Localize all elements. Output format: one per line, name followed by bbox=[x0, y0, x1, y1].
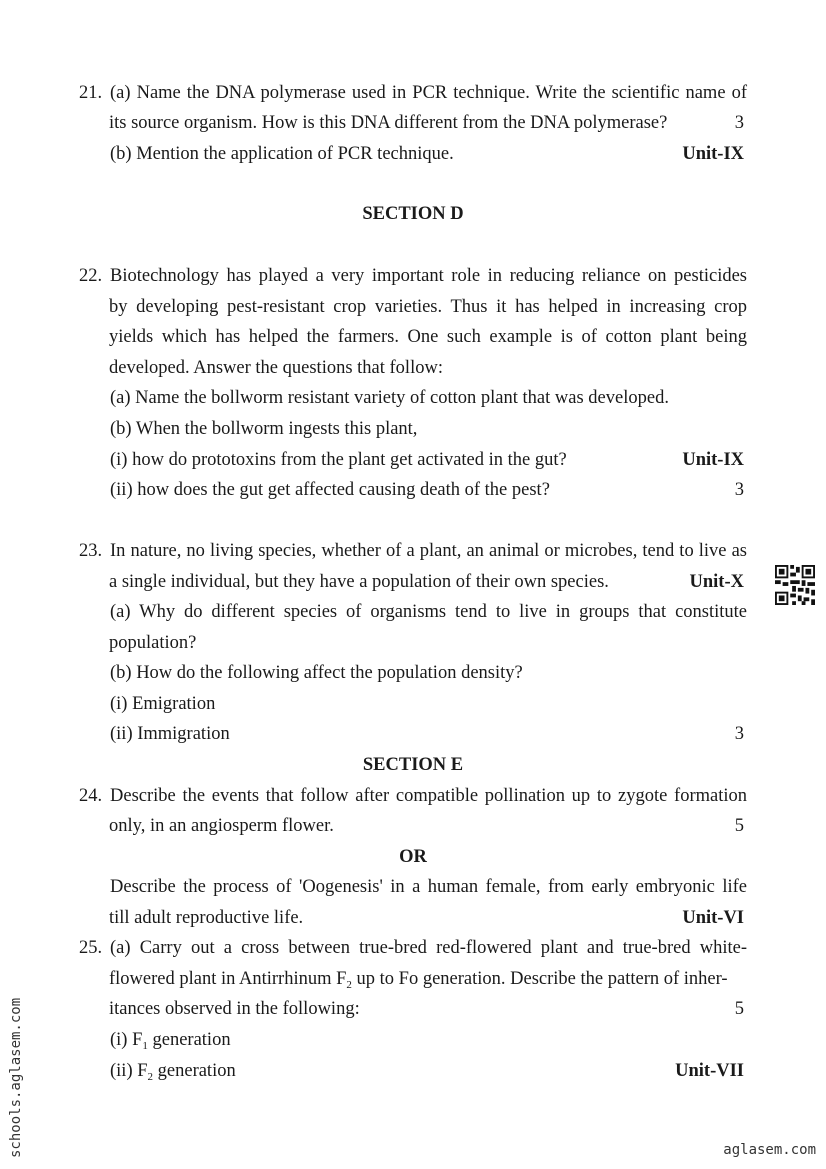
question-21-line-1: (a) Name the DNA polymerase used in PCR technique. Write the scientific name of bbox=[110, 83, 747, 103]
question-25-line-4-sub: 1 bbox=[142, 1040, 148, 1052]
footer-watermark: aglasem.com bbox=[723, 1142, 816, 1158]
question-25-line-2-b: up to Fo generation. Describe the pattern of inher- bbox=[351, 969, 728, 989]
question-21-number: 21. bbox=[79, 83, 103, 103]
question-21-unit: Unit-IX bbox=[682, 144, 744, 164]
question-23-line-4: population? bbox=[109, 633, 197, 653]
question-25-line-5-a: (ii) F bbox=[110, 1061, 148, 1081]
question-21-line-2: its source organism. How is this DNA different from the DNA polymerase? bbox=[109, 113, 668, 133]
question-25-line-4 bbox=[110, 1029, 231, 1051]
question-25-line-1: (a) Carry out a cross between true-bred red-flowered plant and true-bred white- bbox=[110, 938, 747, 958]
question-24-marks: 5 bbox=[734, 816, 744, 836]
question-23-line-5: (b) How do the following affect the population density? bbox=[110, 663, 523, 683]
question-23-line-2: a single individual, but they have a population of their own species. bbox=[109, 572, 609, 592]
question-23-line-7: (ii) Immigration bbox=[110, 724, 230, 744]
question-25-line-4-b: generation bbox=[147, 1030, 231, 1050]
question-25-line-3: itances observed in the following: bbox=[109, 999, 360, 1019]
question-23-number: 23. bbox=[79, 541, 103, 561]
question-22-line-6: (b) When the bollworm ingests this plant, bbox=[110, 419, 418, 439]
section-d-heading: SECTION D bbox=[362, 204, 464, 224]
question-21-marks: 3 bbox=[734, 113, 744, 133]
question-24-line-4: till adult reproductive life. bbox=[109, 908, 304, 928]
side-watermark: schools.aglasem.com bbox=[8, 997, 24, 1158]
question-23-marks: 3 bbox=[734, 724, 744, 744]
question-24-line-1: Describe the events that follow after compatible pollination up to zygote formation bbox=[110, 786, 747, 806]
question-22-line-5: (a) Name the bollworm resistant variety of cotton plant that was developed. bbox=[110, 388, 669, 408]
question-25-line-2-sub: 2 bbox=[346, 979, 352, 991]
question-25-line-5-sub: 2 bbox=[147, 1071, 154, 1083]
question-25-line-2-a: flowered plant in Antirrhinum F bbox=[109, 969, 347, 989]
question-23-line-3: (a) Why do different species of organisms tend to live in groups that constitute bbox=[110, 602, 747, 622]
question-22-unit: Unit-IX bbox=[682, 450, 744, 470]
question-22-line-2: by developing pest-resistant crop varieties. Thus it has helped in increasing crop bbox=[109, 297, 747, 317]
question-23-unit: Unit-X bbox=[689, 572, 744, 592]
question-25-unit: Unit-VII bbox=[675, 1061, 744, 1081]
question-24-unit: Unit-VI bbox=[682, 908, 744, 928]
question-24-line-3: Describe the process of 'Oogenesis' in a human female, from early embryonic life bbox=[110, 877, 747, 897]
question-24-number: 24. bbox=[79, 786, 103, 806]
question-25-marks: 5 bbox=[734, 999, 744, 1019]
question-22-line-3: yields which has helped the farmers. One such example is of cotton plant being bbox=[109, 327, 747, 347]
question-25-number: 25. bbox=[79, 938, 103, 958]
question-22-line-1: Biotechnology has played a very important role in reducing reliance on pesticides bbox=[110, 266, 747, 286]
question-22-line-7: (i) how do prototoxins from the plant get activated in the gut? bbox=[110, 450, 567, 470]
question-25-line-5 bbox=[110, 1060, 236, 1082]
question-24-or: OR bbox=[399, 847, 427, 867]
question-22-number: 22. bbox=[79, 266, 103, 286]
question-22-line-8: (ii) how does the gut get affected causing death of the pest? bbox=[110, 480, 550, 500]
question-24-line-2: only, in an angiosperm flower. bbox=[109, 816, 334, 836]
question-23-line-6: (i) Emigration bbox=[110, 694, 216, 714]
section-e-heading: SECTION E bbox=[362, 755, 464, 775]
qr-code-icon bbox=[775, 565, 815, 605]
question-22-line-4: developed. Answer the questions that follow: bbox=[109, 358, 443, 378]
question-25-line-4-a: (i) F bbox=[110, 1030, 143, 1050]
question-22-marks: 3 bbox=[734, 480, 744, 500]
question-23-line-1: In nature, no living species, whether of a plant, an animal or microbes, tend to live as bbox=[110, 541, 747, 561]
question-25-line-2 bbox=[109, 968, 728, 990]
question-21-line-3: (b) Mention the application of PCR technique. bbox=[110, 144, 454, 164]
question-25-line-5-b: generation bbox=[153, 1061, 236, 1081]
